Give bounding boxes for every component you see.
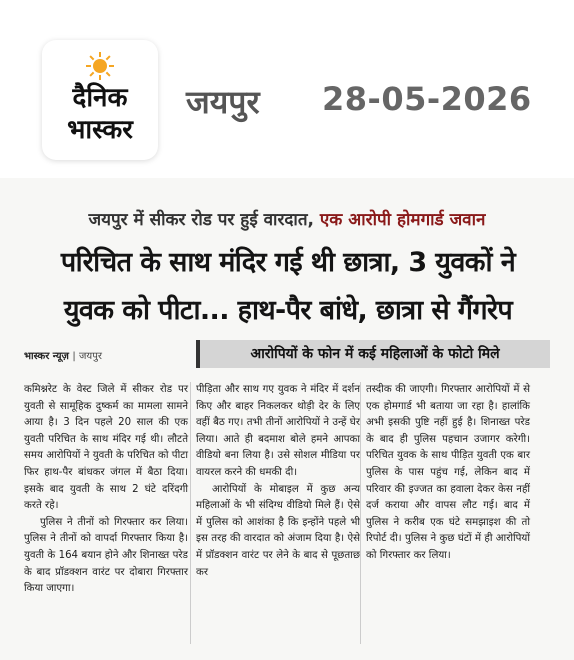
column-divider (190, 382, 191, 644)
dainik-bhaskar-logo (42, 40, 158, 160)
kicker-prefix: जयपुर में सीकर रोड पर हुई वारदात, (88, 210, 314, 230)
byline-place: | जयपुर (72, 351, 102, 362)
edition-date: 28-05-2026 (322, 80, 532, 118)
paragraph: कमिश्नरेट के वेस्ट जिले में सीकर रोड पर युवती से सामूहिक दुष्कर्म का मामला सामने आया है। 3 दिन पहले 20 साल की एक युवती परिचित के साथ मंदिर गई थी। लौटते समय आरोपियों ने युवती के परिचित को पीटा फिर हाथ-पैर बांधकर जंगल में बैठा दिया। इसके बाद युवती के साथ 2 घंटे दरिंदगी करते रहे। (24, 384, 188, 512)
article-column-3 (366, 382, 530, 565)
article-kicker (14, 207, 560, 230)
article-column-1 (24, 382, 188, 598)
byline (24, 348, 102, 362)
logo-text-line2: भास्कर (67, 115, 133, 145)
logo-text-line1: दैनिक (72, 83, 128, 113)
paragraph: आरोपियों के मोबाइल में कुछ अन्य महिलाओं के भी संदिग्ध वीडियो मिले हैं। ऐसे में पुलिस को आशंका है कि इन्होंने पहले भी इस तरह की वारदात को अंजाम दिया है। ऐसे में प्रॉडक्शन वारंट पर लेने के बाद से पूछताछ कर (196, 483, 360, 578)
sub-headline: आरोपियों के फोन में कई महिलाओं के फोटो मिले (196, 340, 550, 368)
headline-line2: युवक को पीटा... हाथ-पैर बांधे, छात्रा से गैंगरेप (63, 295, 513, 326)
headline-line1: परिचित के साथ मंदिर गई थी छात्रा, 3 युवकों ने (60, 247, 516, 278)
paragraph: पुलिस ने तीनों को गिरफ्तार कर लिया। पुलिस ने तीनों को वापर्दा गिरफ्तार किया है। युवती के 164 बयान होने और शिनाख्त परेड के बाद प्रॉडक्शन वारंट पर दोबारा गिरफ्तार किया जाएगा। (24, 516, 188, 595)
column-divider (360, 382, 361, 644)
kicker-highlight: एक आरोपी होमगार्ड जवान (319, 210, 486, 230)
sun-icon (86, 52, 114, 80)
article-column-2 (196, 382, 360, 581)
paragraph: तस्दीक की जाएगी। गिरफ्तार आरोपियों में से एक होमगार्ड भी बताया जा रहा है। हालांकि अभी इसकी पुष्टि नहीं हुई है। शिनाख्त परेड के बाद ही पुलिस पहचान उजागर करेगी। परिचित युवक के साथ पीड़ित युवती एक बार पुलिस के पास पहुंच गई, लेकिन बाद में परिवार की इज्जत का हवाला देकर केस नहीं दर्ज कराया और वापस लौट गई। बाद में पुलिस ने करीब एक घंटे समझाइश की तो रिपोर्ट दी। पुलिस ने कुछ घंटों में ही आरोपियों को गिरफ्तार कर लिया। (366, 384, 530, 561)
paragraph: पीड़िता और साथ गए युवक ने मंदिर में दर्शन किए और बाहर निकलकर थोड़ी देर के लिए वहीं बैठ गए। तभी तीनों आरोपियों ने उन्हें घेर लिया। आते ही बदमाश बोले हमने आपका वीडियो बना लिया है। उसे सोशल मीडिया पर वायरल करने की धमकी दी। (196, 384, 360, 478)
newspaper-header (0, 0, 574, 178)
byline-source: भास्कर न्यूज़ (24, 351, 69, 362)
edition-city: जयपुर (186, 83, 260, 121)
